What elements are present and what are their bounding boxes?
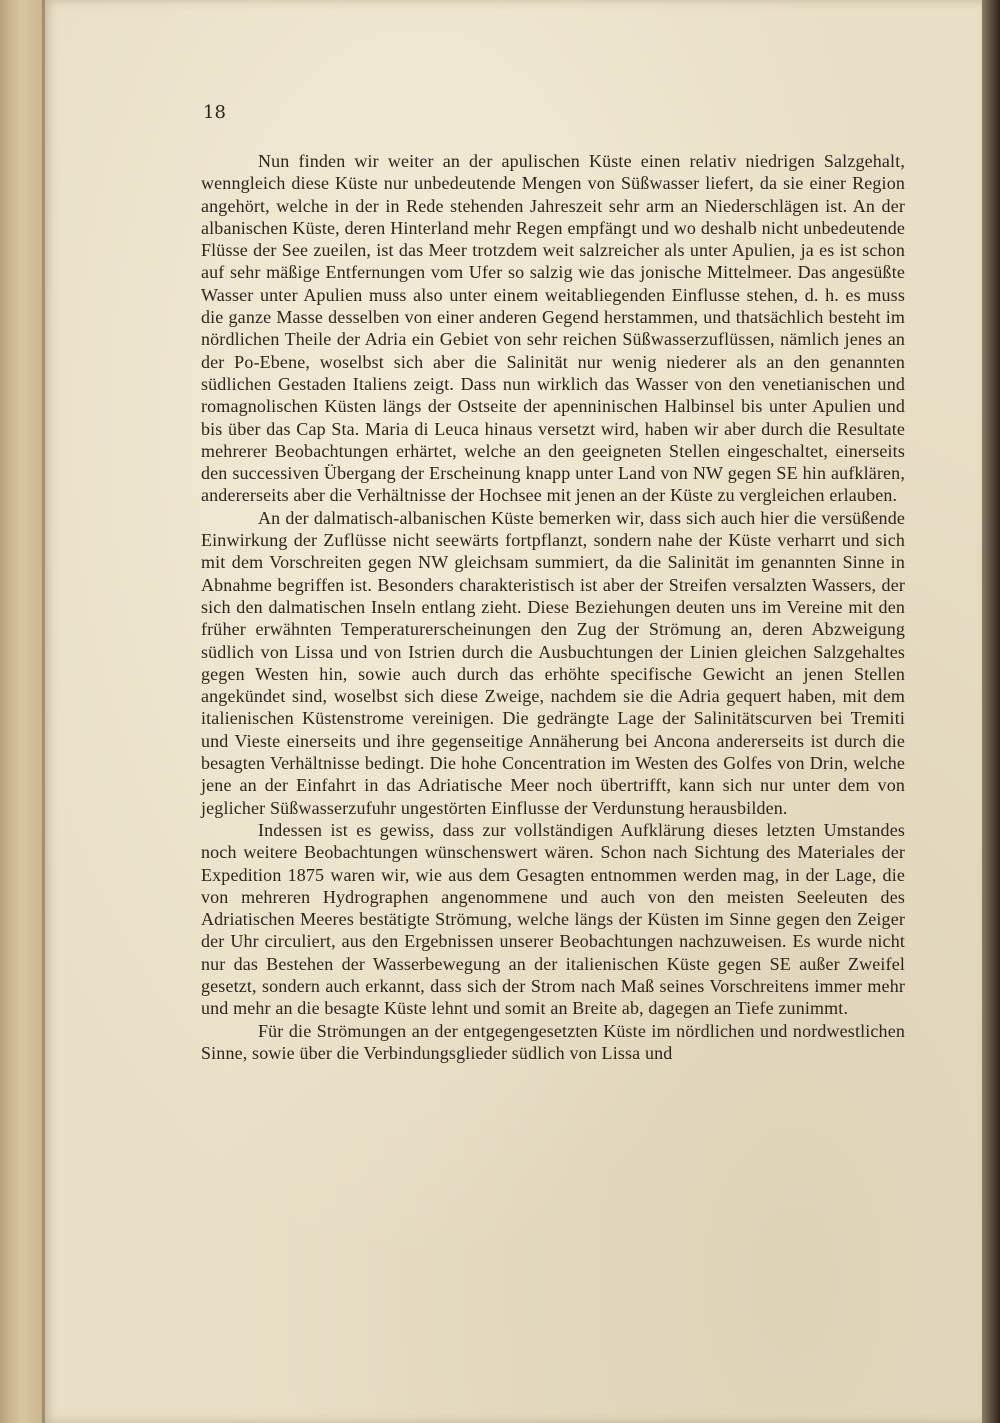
scan-right-edge	[982, 0, 1000, 1423]
body-text	[201, 150, 905, 1064]
page-number: 18	[203, 102, 226, 123]
paragraph: Nun finden wir weiter an der apulischen Küste einen relativ niedrigen Salzgehalt, wenngleich diese Küste nur unbedeutende Mengen von Süßwasser liefert, da sie einer Region angehört, welche in der in Rede stehenden Jahreszeit sehr arm an Niederschlägen ist. An der albanischen Küste, deren Hinterland mehr Regen empfängt und wo deshalb nicht unbedeutende Flüsse der See zueilen, ist das Meer trotzdem weit salzreicher als unter Apulien, ja es ist schon auf sehr mäßige Entfernungen vom Ufer so salzig wie das jonische Mittelmeer. Das angesüßte Wasser unter Apulien muss also unter einem weitabliegenden Einflusse stehen, d. h. es muss die ganze Masse desselben von einer anderen Gegend herstammen, und thatsächlich besteht im nördlichen Theile der Adria ein Gebiet von sehr reichen Süßwasserzuflüssen, nämlich jenes an der Po-Ebene, woselbst sich aber die Salinität nur wenig niederer als an den genannten südlichen Gestaden Italiens zeigt. Dass nun wirklich das Wasser von den venetianischen und romagnolischen Küsten längs der Ostseite der apenninischen Halbinsel bis unter Apulien und bis über das Cap Sta. Maria di Leuca hinaus versetzt wird, haben wir aber durch die Resultate mehrerer Beobachtungen erhärtet, welche an den geeigneten Stellen eingeschaltet, einerseits den successiven Übergang der Erscheinung knapp unter Land von NW gegen SE hin aufklären, andererseits aber die Verhältnisse der Hochsee mit jenen an der Küste zu vergleichen erlauben.	[201, 151, 905, 506]
paragraph: Indessen ist es gewiss, dass zur vollständigen Aufklärung dieses letzten Umstandes noch weitere Beobachtungen wünschenswert wären. Schon nach Sichtung des Materiales der Expedition 1875 waren wir, wie aus dem Gesagten entnommen werden mag, in der Lage, die von mehreren Hydrographen angenommene und auch von den meisten Seeleuten des Adriatischen Meeres bestätigte Strömung, welche längs der Küsten im Sinne gegen den Zeiger der Uhr circuliert, aus den Ergebnissen unserer Beobachtungen nachzuweisen. Es wurde nicht nur das Bestehen der Wasserbewegung an der italienischen Küste gegen SE außer Zweifel gesetzt, sondern auch erkannt, dass sich der Strom nach Maß seines Vorschreitens immer mehr und mehr an die besagte Küste lehnt und somit an Breite ab, dagegen an Tiefe zunimmt.	[201, 819, 905, 1019]
page-fold-line	[42, 0, 45, 1423]
paragraph: An der dalmatisch-albanischen Küste bemerken wir, dass sich auch hier die versüßende Einwirkung der Zuflüsse nicht seewärts fortpflanzt, sondern nahe der Küste verharrt und sich mit dem Vorschreiten gegen NW gleichsam summiert, da die Salinität im genannten Sinne in Abnahme begriffen ist. Besonders charakteristisch ist aber der Streifen versalzten Wassers, der sich den dalmatischen Inseln entlang zieht. Diese Beziehungen deuten uns im Vereine mit den früher erwähnten Temperaturerscheinungen den Zug der Strömung an, deren Abzweigung südlich von Lissa und von Istrien durch die Ausbuchtungen der Linien gleichen Salzgehaltes gegen Westen hin, sowie auch durch das erhöhte specifische Gewicht an jenen Stellen angekündet sind, woselbst sich diese Zweige, nachdem sie die Adria gequert haben, mit dem italienischen Küstenstrome vereinigen. Die gedrängte Lage der Salinitätscurven bei Tremiti und Vieste einerseits und ihre gegenseitige Annäherung bei Ancona andererseits ist durch die besagten Verhältnisse bedingt. Die hohe Concentration im Westen des Golfes von Drin, welche jene an der Einfahrt in das Adriatische Meer noch übertrifft, kann sich nur unter dem von jeglicher Süßwasserzufuhr ungestörten Einflusse der Verdunstung herausbilden.	[201, 507, 905, 818]
paragraph: Für die Strömungen an der entgegengesetzten Küste im nördlichen und nordwestlichen Sinne, sowie über die Verbindungsglieder südlich von Lissa und	[201, 1020, 905, 1063]
